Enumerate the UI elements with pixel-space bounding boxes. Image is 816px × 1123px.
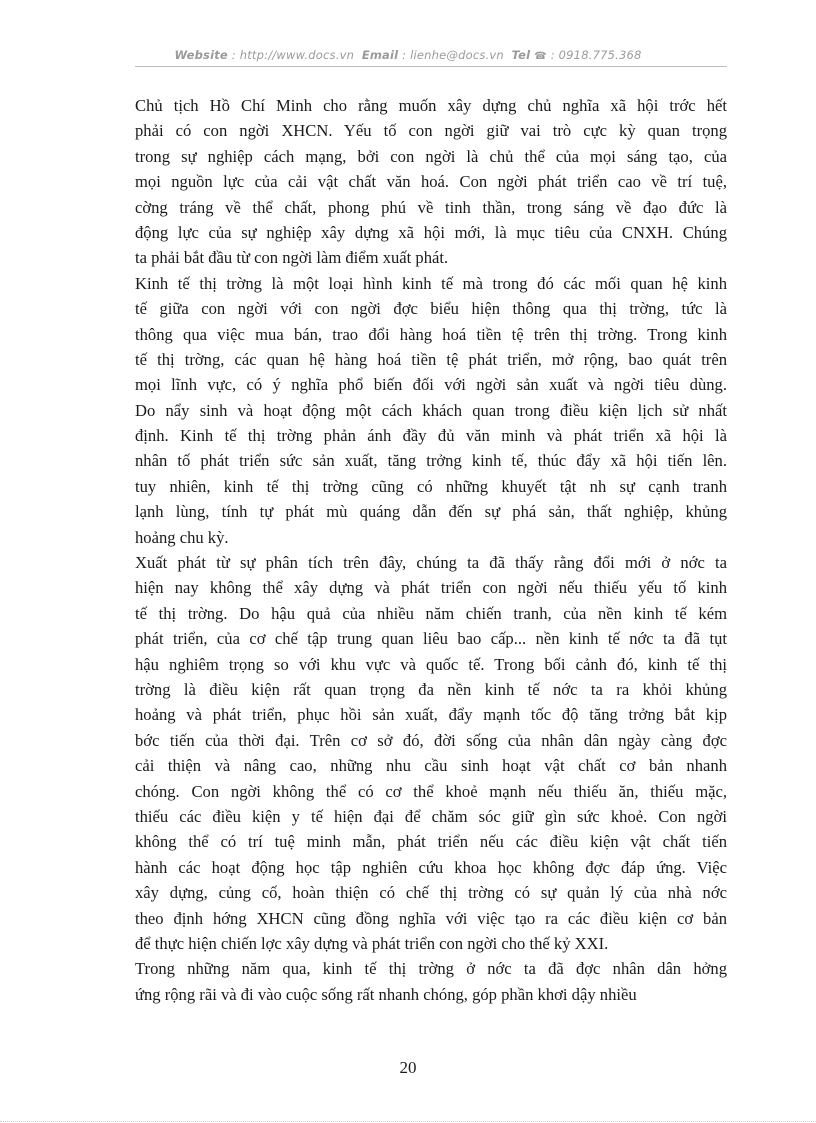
text-line: tế giữa con ngời với con ngời đợc biểu hiện thông qua thị trờng, tức là bbox=[135, 299, 727, 319]
paragraph bbox=[135, 271, 727, 550]
text-line: Do nẩy sinh và hoạt động một cách khách quan trong điều kiện lịch sử nhất bbox=[135, 400, 727, 420]
text-line: trong sự nghiệp cách mạng, bởi con ngời là chủ thể của mọi sáng tạo, của bbox=[135, 146, 727, 166]
website-value: : http://www.docs.vn bbox=[231, 48, 355, 62]
text-line: hành các hoạt động học tập nghiên cứu khoa học không đợc đáp ứng. Việc bbox=[135, 857, 727, 877]
text-line: mọi nguồn lực của cải vật chất văn hoá. Con ngời phát triển cao về trí tuệ, bbox=[135, 172, 727, 192]
text-line: định. Kinh tế thị trờng phản ánh đầy đủ văn minh và phát triển xã hội là bbox=[135, 426, 727, 446]
text-line: Xuất phát từ sự phân tích trên đây, chúng ta đã thấy rằng đổi mới ở nớc ta bbox=[135, 553, 727, 573]
text-line: xây dựng, củng cố, hoàn thiện có chế thị trờng có sự quản lý của nhà nớc bbox=[135, 883, 727, 903]
text-line: thông qua việc mua bán, trao đổi hàng hoá tiền tệ trên thị trờng. Trong kinh bbox=[135, 324, 727, 344]
text-line: tuy nhiên, kinh tế thị trờng cũng có những khuyết tật nh sự cạnh tranh bbox=[135, 476, 727, 496]
text-line: hậu nghiêm trọng so với khu vực và quốc tế. Trong bối cảnh đó, kinh tế thị bbox=[135, 654, 727, 674]
text-line: lạnh lùng, tính tự phát mù quáng dẫn đến sự phá sản, thất nghiệp, khủng bbox=[135, 502, 727, 522]
text-line: để thực hiện chiến lợc xây dựng và phát triển con ngời cho thế kỷ XXI. bbox=[135, 933, 609, 953]
page-number: 20 bbox=[399, 1058, 417, 1077]
paragraph bbox=[135, 93, 727, 271]
text-line: Kinh tế thị trờng là một loại hình kinh tế mà trong đó các mối quan hệ kinh bbox=[135, 273, 727, 293]
text-line: thiếu các điều kiện y tế hiện đại để chăm sóc giữ gìn sức khoẻ. Con ngời bbox=[135, 806, 727, 826]
text-line: không thể có trí tuệ minh mẫn, phát triển nếu các điều kiện vật chất tiến bbox=[135, 832, 727, 852]
tel-label: Tel bbox=[511, 48, 531, 62]
phone-icon: ☎ bbox=[534, 51, 547, 62]
text-line: tế thị trờng, các quan hệ hàng hoá tiền tệ phát triển, mở rộng, bao quát trên bbox=[135, 349, 727, 369]
text-line: Chủ tịch Hồ Chí Minh cho rằng muốn xây dựng chủ nghĩa xã hội trớc hết bbox=[135, 96, 727, 115]
text-line: Trong những năm qua, kinh tế thị trờng ở nớc ta đã đợc nhân dân hởng bbox=[135, 959, 727, 979]
email-value: : lienhe@docs.vn bbox=[402, 48, 504, 62]
text-line: cải thiện và nâng cao, những nhu cầu sinh hoạt vật chất cơ bản nhanh bbox=[135, 756, 727, 776]
text-line: hoảng và phát triển, phục hồi sản xuất, đẩy mạnh tốc độ tăng trởng bắt kịp bbox=[135, 705, 727, 725]
text-line: trờng là điều kiện rất quan trọng đa nền kinh tế nớc ta ra khỏi khủng bbox=[135, 679, 727, 699]
email-label: Email bbox=[361, 48, 399, 62]
text-line: bớc tiến của thời đại. Trên cơ sở đó, đời sống của nhân dân ngày càng đợc bbox=[135, 730, 727, 750]
text-line: ta phải bắt đầu từ con ngời làm điểm xuất phát. bbox=[135, 248, 449, 268]
text-line: theo định hớng XHCN cũng đồng nghĩa với việc tạo ra các điều kiện cơ bản bbox=[135, 908, 727, 928]
text-line: hoảng chu kỳ. bbox=[135, 527, 229, 547]
text-line: phải có con ngời XHCN. Yếu tố con ngời giữ vai trò cực kỳ quan trọng bbox=[135, 121, 727, 141]
text-line: chóng. Con ngời không thể có cơ thể khoẻ mạnh nếu thiếu ăn, thiếu mặc, bbox=[135, 781, 727, 801]
text-line: động lực của sự nghiệp xây dựng xã hội mới, là mục tiêu của CNXH. Chúng bbox=[135, 222, 727, 242]
text-line: tế thị trờng. Do hậu quả của nhiều năm chiến tranh, của nền kinh tế kém bbox=[135, 603, 727, 623]
paragraph bbox=[135, 550, 727, 956]
paragraph bbox=[135, 956, 727, 1007]
text-line: hiện nay không thể xây dựng và phát triển con ngời nếu thiếu yếu tố kinh bbox=[135, 578, 727, 598]
document-body bbox=[135, 93, 727, 1007]
page-header bbox=[0, 48, 816, 62]
header-divider bbox=[135, 66, 727, 67]
text-line: ứng rộng rãi và đi vào cuộc sống rất nhanh chóng, góp phần khơi dậy nhiều bbox=[135, 984, 637, 1004]
text-line: mọi lĩnh vực, có ý nghĩa phổ biến đối với ngời sản xuất và ngời tiêu dùng. bbox=[135, 375, 727, 395]
text-line: nhân tố phát triển sức sản xuất, tăng trởng kinh tế, thúc đẩy xã hội tiến lên. bbox=[135, 451, 727, 471]
text-line: phát triển, của cơ chế tập trung quan liêu bao cấp... nền kinh tế nớc ta đã tụt bbox=[135, 629, 727, 649]
text-line: cờng tráng về thể chất, phong phú về tinh thần, trong sáng về đạo đức là bbox=[135, 197, 727, 217]
website-label: Website bbox=[174, 48, 228, 62]
footer-divider bbox=[0, 1121, 816, 1122]
tel-value: : 0918.775.368 bbox=[550, 48, 642, 62]
